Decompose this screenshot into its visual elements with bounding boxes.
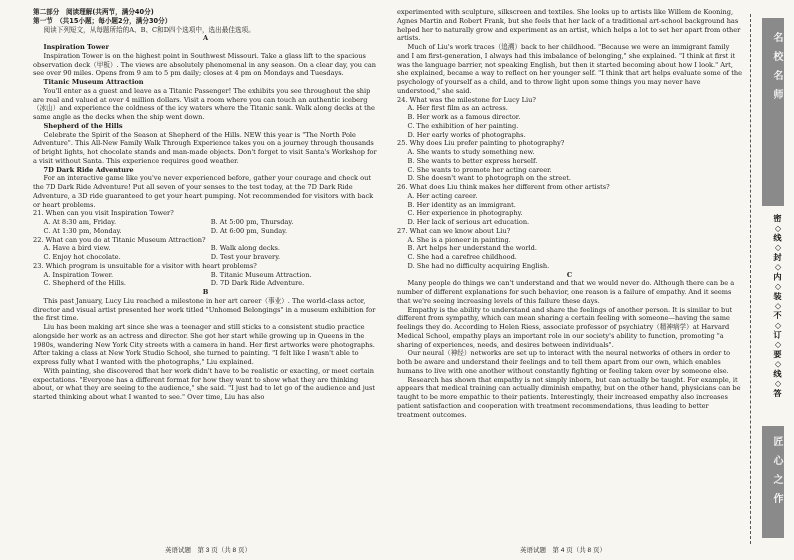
option-25-c: C. She wants to promote her acting career. <box>407 165 552 174</box>
option-25-d: D. She doesn't want to photograph on the street. <box>407 174 571 183</box>
passage-c-letter: C <box>566 270 573 279</box>
passage-c-paragraph-4: Research has shown that empathy is not simply inborn, but can actually be taught. For example, it appears that medical training can actually diminish empathy, but on the other hand, physicians can be taught to be more empathic to their patients. Interestingly, their increased empathy also increases patient satisfaction and cooperation with treatment recommendations, thus leading to better treatment outcomes. <box>397 375 741 419</box>
section1-title: 第一节 （共15小题；每小题2分，满分30分） <box>33 16 172 25</box>
sidebar-middle-text: 密◇线◇封◇内◇装◇不◇订◇要◇线◇答 <box>773 214 783 398</box>
binding-dashed-line <box>750 14 752 544</box>
shepherd-text: Celebrate the Spirit of the Season at Shepherd of the Hills. NEW this year is "The North Pole Adventure". This All-New Family Walk Through Experience takes you on a journey through thousands of bright lights, hot chocolate stands and man-made objects. Don't forget to visit Santa's Workshop for a visit without Santa. This experience requires good weather. <box>33 130 377 165</box>
question-23: 23. Which program is unsuitable for a visitor with heart problems? <box>33 261 257 270</box>
passage-c-paragraph-1: Many people do things we can't understand and that we would never do. Although there can be a number of different explanations for such behavior, one reason is a failure of empathy. And it seems that we're seeing increasing levels of this failure these days. <box>397 279 735 305</box>
passage-b-letter: B <box>202 288 209 296</box>
question-23-options-row1 <box>33 271 378 280</box>
option-22-c: C. Enjoy hot chocolate. <box>43 253 121 261</box>
option-23-d: D. 7D Dark Ride Adventure. <box>210 279 305 288</box>
option-24-d: D. Her early works of photographs. <box>407 130 526 139</box>
passage-b-paragraph-1: This past January, Lucy Liu reached a milestone in her art career（事业）. The world-class actor, director and visual artist presented her work titled "Unhomed Belongings" in a museum exhibition for the first time. <box>33 296 376 323</box>
option-21-a: A. At 8:30 am, Friday. <box>43 218 117 226</box>
option-27-b: B. Art helps her understand the world. <box>407 244 537 253</box>
inspiration-text: Inspiration Tower is on the highest point in Southwest Missouri. Take a glass lift to the spacious observation deck（甲板）. The views are absolutely phenomenal in any season. On a clear day, you can see over 90 miles. Opens from 9 am to 5 pm daily; closes at 4 pm on Mondays and Tuesdays. <box>33 51 377 78</box>
question-25: 25. Why does Liu prefer painting to photography? <box>397 139 565 148</box>
question-24: 24. What was the milestone for Lucy Liu? <box>397 95 536 104</box>
question-22: 22. What can you do at Titanic Museum Attraction? <box>33 235 206 244</box>
option-27-c: C. She had a carefree childhood. <box>407 253 517 261</box>
section1-instructions: 阅读下列短文，从每题所给的A、B、C和D四个选项中，选出最佳选项。 <box>43 25 255 34</box>
question-27: 27. What can we know about Liu? <box>397 226 511 235</box>
sidebar-top-text: 名校名师 <box>771 32 782 108</box>
option-22-a: A. Have a bird view. <box>43 244 111 253</box>
option-22-b: B. Walk along decks. <box>210 244 281 253</box>
binding-sidebar <box>762 18 784 538</box>
passage-b-paragraph-3: With painting, she discovered that her work didn't have to be realistic or exacting, or meet certain expectations. "Everyone has a different format for how they want to show what they are thinking about, or what they are seeing to the audience," she said. "I just had to let go of the audience and just started thinking about what I wanted to see." Over time, Liu has also <box>33 366 376 401</box>
option-23-a: A. Inspiration Tower. <box>43 270 114 279</box>
option-23-b: B. Titanic Museum Attraction. <box>210 270 312 279</box>
option-25-a: A. She wants to study something new. <box>407 148 535 156</box>
option-25-b: B. She wants to better express herself. <box>407 156 538 165</box>
option-21-b: B. At 5:00 pm, Thursday. <box>210 218 294 226</box>
sidebar-bottom-text: 匠心之作 <box>771 436 782 512</box>
passage-c-paragraph-2: Empathy is the ability to understand and share the feelings of another person. It is similar to but different from sympathy, which can mean sharing a certain feeling with someone—having the same feelings they do. According to Helen Riess, associate professor of psychiatry（精神病学）at Harvard Medical School, empathy plays an important role in our society's ability to function, promoting "a sharing of experiences, needs, and desires between individuals". <box>397 305 733 349</box>
option-21-c: C. At 1:30 pm, Monday. <box>43 226 122 235</box>
option-24-c: C. The exhibition of her painting. <box>407 121 519 130</box>
option-26-d: D. Her lack of serious art education. <box>407 218 530 226</box>
option-26-a: A. Her acting career. <box>407 191 478 200</box>
question-21-options-row2 <box>33 227 378 236</box>
option-23-c: C. Shepherd of the Hills. <box>43 279 127 288</box>
option-24-a: A. Her first film as an actress. <box>407 104 508 113</box>
passage-b-paragraph-4: Much of Liu's work traces（追溯）back to her childhood. "Because we were an immigrant family and I am first-generation, I always had this imbalance of belonging," she explained. "I think at first it was the language barrier, not speaking English, but then it started becoming about how I look." Art, she explained, became a way to reflect on her younger self. "I think that art helps evaluate some of the psychology of yourself as a child, and to throw light upon some things you may never have understood," she said. <box>397 43 742 95</box>
dark-ride-heading: 7D Dark Ride Adventure <box>43 165 134 174</box>
part-title: 第二部分 阅读理解(共两节，满分40分) <box>33 8 154 16</box>
option-26-b: B. Her identity as an immigrant. <box>407 200 516 209</box>
titanic-heading: Titanic Museum Attraction <box>43 78 144 86</box>
passage-b-paragraph-3-continued: experimented with sculpture, silkscreen and textiles. She looks up to artists like Willem de Kooning, Agnes Martin and Robert Frank, but she feels that her lack of a traditional art-school background has helped her to naturally grow and experiment as an artist, which helps a lot to set her apart from other artists. <box>397 8 741 43</box>
option-27-a: A. She is a pioneer in painting. <box>407 235 511 244</box>
passage-c-paragraph-3: Our neural（神经）networks are set up to interact with the neural networks of others in order to both be aware and understand their feelings and to tell them apart from our own, which enables humans to live with one another without constantly fighting or feeling taken over by someone else. <box>397 349 731 375</box>
passage-b-paragraph-2: Liu has been making art since she was a teenager and still sticks to a consistent studio practice alongside her work as an actress and director. She got her start while growing up in Queens in the 1980s, wandering New York City streets with a camera in hand. Her first artworks were photographs. After taking a class at New York Studio School, she turned to painting. "I felt like I wasn't able to express fully what I wanted with the photographs," Liu explained. <box>33 323 375 366</box>
inspiration-heading: Inspiration Tower <box>43 43 109 51</box>
right-page-footer: 英语试题 第 4 页（共 8 页） <box>520 547 606 554</box>
sidebar-top-block <box>762 18 784 206</box>
question-22-options-row2 <box>33 253 378 262</box>
option-26-c: C. Her experience in photography. <box>407 209 523 218</box>
question-26: 26. What does Liu think makes her different from other artists? <box>397 183 610 191</box>
left-page-footer: 英语试题 第 3 页（共 8 页） <box>165 547 251 554</box>
passage-a-letter: A <box>202 34 209 43</box>
dark-ride-text: For an interactive game like you've never experienced before, gather your courage and check out the 7D Dark Ride Adventure! Put all seven of your senses to the test today, at the 7D Dark Ride Adventure, a 3D ride guaranteed to get your heart pumping. Not recommended for visitors with back or heart problems. <box>33 174 374 209</box>
question-21-options-row1 <box>33 218 378 227</box>
option-22-d: D. Test your bravery. <box>210 253 281 261</box>
question-21: 21. When can you visit Inspiration Tower? <box>33 209 174 218</box>
question-23-options-row2 <box>33 279 378 288</box>
sidebar-bottom-block <box>762 426 784 538</box>
right-page-column <box>397 8 742 536</box>
titanic-text: You'll enter as a guest and leave as a Titanic Passenger! The exhibits you see throughout the ship are real and valued at over 4 million dollars. Visit a room where you can touch an authentic iceberg（冰山）and experience the coldness of the icy waters where the Titanic sank. Walk along decks at the same angle as the decks when the ship went down. <box>33 86 375 121</box>
question-22-options-row1 <box>33 244 378 253</box>
left-page-column <box>33 8 378 536</box>
option-24-b: B. Her work as a famous director. <box>407 113 521 121</box>
option-27-d: D. She had no difficulty acquiring English. <box>407 261 550 270</box>
option-21-d: D. At 6:00 pm, Sunday. <box>210 226 288 235</box>
shepherd-heading: Shepherd of the Hills <box>43 121 123 130</box>
